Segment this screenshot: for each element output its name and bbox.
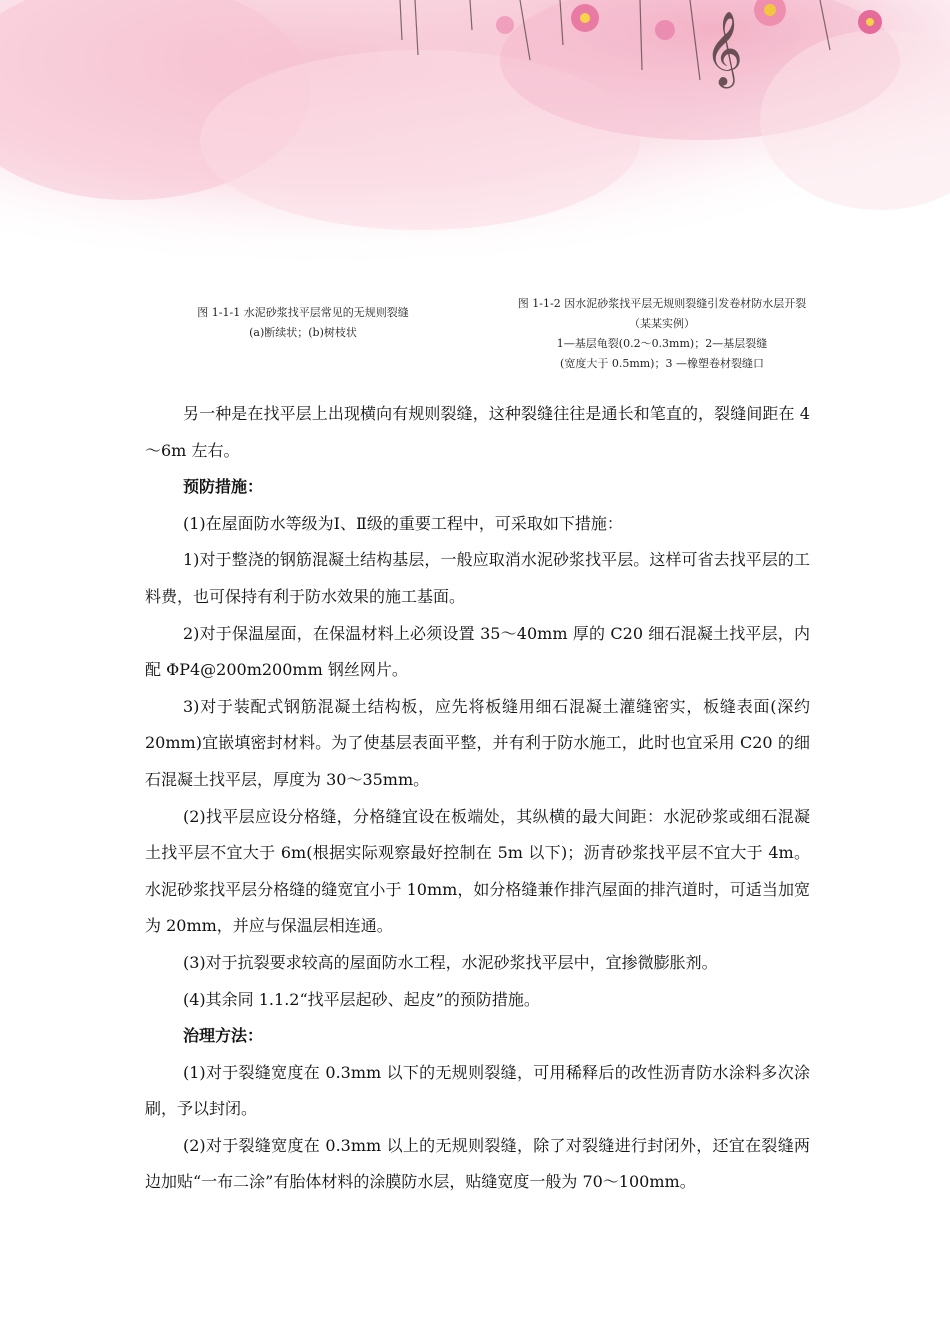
paragraph: (3)对于抗裂要求较高的屋面防水工程，水泥砂浆找平层中，宜掺微膨胀剂。 (183, 952, 718, 972)
section-heading-prevention: 预防措施： (183, 477, 264, 497)
paragraph: (2)找平层应设分格缝，分格缝宜设在板端处，其纵横的最大间距：水泥砂浆或细石混凝土找平层不宜大于 6m(根据实际观察最好控制在 5m 以下)；沥青砂浆找平层不宜大于 4m。水泥砂浆找平层分格缝的缝宽宜小于 10mm，如分格缝兼作排汽屋面的排汽道时，可适当加宽为 20mm，并应与保温层相连通。 (145, 806, 810, 936)
figure-1-subtitle: (a)断续状；(b)树枝状 (249, 326, 357, 339)
paragraph: (2)对于裂缝宽度在 0.3mm 以上的无规则裂缝，除了对裂缝进行封闭外，还宜在裂缝两边加贴“一布二涂”有胎体材料的涂膜防水层，贴缝宽度一般为 70～100mm。 (145, 1135, 810, 1192)
paragraph: 3)对于装配式钢筋混凝土结构板，应先将板缝用细石混凝土灌缝密实，板缝表面(深约 20mm)宜嵌填密封材料。为了使基层表面平整，并有利于防水施工，此时也宜采用 C20 的细石混凝土找平层，厚度为 30～35mm。 (145, 696, 810, 789)
paragraph: (1)对于裂缝宽度在 0.3mm 以下的无规则裂缝，可用稀释后的改性沥青防水涂料多次涂刷，予以封闭。 (145, 1062, 810, 1119)
figure-caption-2 (500, 294, 824, 374)
floral-banner-art (0, 0, 950, 300)
figure-2-line-3: 1—基层龟裂(0.2～0.3mm)；2—基层裂缝 (556, 337, 768, 350)
figure-2-line-2: （某某实例） (629, 317, 695, 330)
figure-caption-1 (160, 303, 446, 343)
figure-2-title: 图 1-1-2 因水泥砂浆找平层无规则裂缝引发卷材防水层开裂 (517, 297, 807, 310)
paragraph: 1)对于整浇的钢筋混凝土结构基层，一般应取消水泥砂浆找平层。这样可省去找平层的工料费，也可保持有利于防水效果的施工基面。 (145, 550, 810, 606)
paragraph: (1)在屋面防水等级为Ⅰ、Ⅱ级的重要工程中，可采取如下措施： (183, 513, 623, 533)
figure-1-title: 图 1-1-1 水泥砂浆找平层常见的无规则裂缝 (197, 306, 409, 319)
paragraph: 2)对于保温屋面，在保温材料上必须设置 35～40mm 厚的 C20 细石混凝土找平层，内配 ΦP4@200m200mm 钢丝网片。 (145, 623, 810, 680)
paragraph: 另一种是在找平层上出现横向有规则裂缝，这种裂缝往往是通长和笔直的，裂缝间距在 4～6m 左右。 (145, 404, 810, 460)
floral-banner (0, 0, 950, 300)
document-body (145, 396, 810, 1201)
section-heading-treatment: 治理方法： (183, 1026, 264, 1046)
paragraph: (4)其余同 1.1.2“找平层起砂、起皮”的预防措施。 (183, 989, 540, 1009)
figure-2-line-4: (宽度大于 0.5mm)；3 —橡塑卷材裂缝口 (560, 357, 764, 370)
